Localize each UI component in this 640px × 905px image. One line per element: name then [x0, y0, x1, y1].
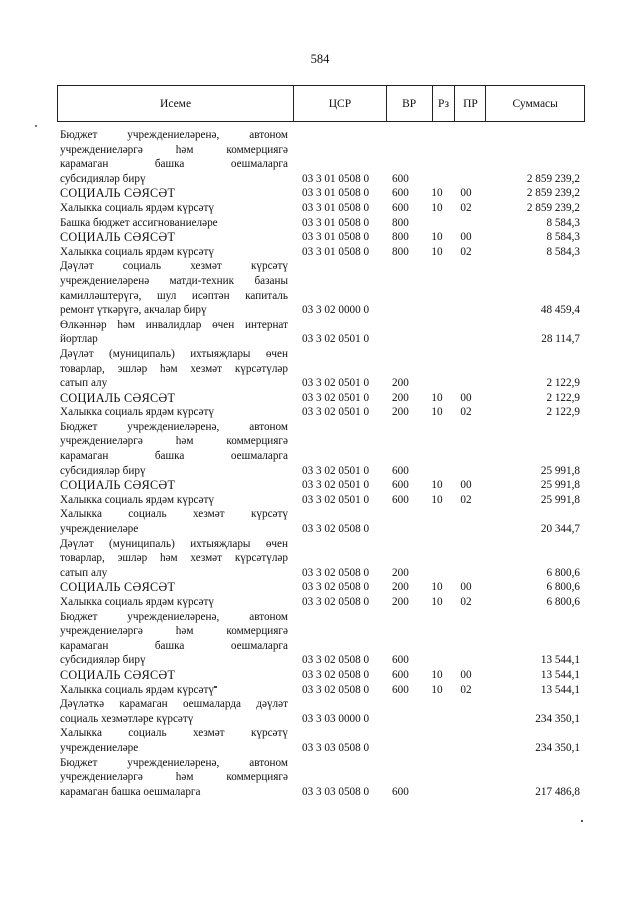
row-csr: 03 3 02 0501 0 [302, 333, 370, 346]
row-name-line: Бюджет учреждениеләренә, автоном [60, 610, 288, 623]
row-name [60, 201, 288, 216]
row-name [60, 405, 288, 420]
row-name [60, 726, 288, 755]
row-pr: 02 [460, 201, 472, 214]
row-name [60, 318, 288, 347]
row-name-line: карамаган башка оешмаларга [60, 450, 288, 463]
row-pr: 00 [460, 391, 472, 404]
row-sum: 217 486,8 [535, 785, 580, 798]
row-sum: 234 350,1 [535, 712, 580, 725]
row-vr: 200 [392, 406, 409, 419]
row-pr: 00 [460, 668, 472, 681]
row-name-line: камилләштерүгә, шул исәптән капиталь [60, 289, 288, 302]
row-pr: 00 [460, 231, 472, 244]
row-vr: 800 [392, 216, 409, 229]
table-row [60, 668, 580, 683]
row-csr: 03 3 02 0508 0 [302, 566, 370, 579]
row-csr: 03 3 01 0508 0 [302, 245, 370, 258]
table-row [60, 610, 580, 668]
row-name-line: СОЦИАЛЬ СӘЯСӘТ [60, 580, 176, 595]
row-csr: 03 3 02 0501 0 [302, 377, 370, 390]
row-sum: 234 350,1 [535, 741, 580, 754]
row-name-line: Халыкка социаль ярдәм күрсәтү [60, 596, 214, 608]
row-csr: 03 3 02 0508 0 [302, 596, 370, 608]
row-vr: 200 [392, 596, 409, 608]
row-name-line: Дәүләт социаль хезмәт күрсәтү [60, 260, 288, 273]
row-csr: 03 3 03 0508 0 [302, 785, 370, 798]
row-name [60, 259, 288, 317]
row-name-line: Бюджет учреждениеләренә, автоном [60, 129, 288, 141]
row-rz: 10 [431, 201, 443, 214]
table-row [60, 595, 580, 610]
row-sum: 2 859 239,2 [526, 201, 580, 214]
row-name [60, 391, 288, 406]
row-name [60, 186, 288, 201]
row-sum: 25 991,8 [540, 479, 580, 492]
row-vr: 200 [392, 566, 409, 579]
row-pr: 02 [460, 493, 472, 506]
row-name-line: СОЦИАЛЬ СӘЯСӘТ [60, 230, 176, 245]
row-name-line: СОЦИАЛЬ СӘЯСӘТ [60, 667, 176, 682]
row-rz: 10 [431, 245, 443, 258]
column-header-vr: ВР [387, 86, 433, 121]
row-name-line: йортлар [60, 333, 98, 346]
table-row [60, 391, 580, 406]
row-name-line: Өлкәннәр һәм инвалидлар өчен интернат [60, 318, 288, 331]
row-csr: 03 3 02 0000 0 [302, 304, 370, 317]
row-rz: 10 [431, 683, 443, 696]
row-sum: 8 584,3 [546, 231, 580, 244]
row-vr: 200 [392, 391, 409, 404]
table-row [60, 405, 580, 420]
row-name [60, 697, 288, 726]
row-name-line: учреждениеләренә матди-техник базаны [60, 274, 288, 287]
row-csr: 03 3 02 0508 0 [302, 523, 370, 536]
row-vr: 600 [392, 479, 409, 492]
row-name [60, 230, 288, 245]
row-csr: 03 3 02 0501 0 [302, 464, 370, 477]
row-name-line: карамаган башка оешмаларга [60, 785, 201, 798]
row-rz: 10 [431, 231, 443, 244]
scan-speck [35, 125, 37, 127]
row-vr: 800 [392, 245, 409, 258]
row-csr: 03 3 02 0501 0 [302, 479, 370, 492]
page-number: 584 [310, 52, 330, 66]
row-csr: 03 3 01 0508 0 [302, 172, 370, 185]
row-name-line: Халыкка социаль ярдәм күрсәтү [60, 406, 214, 419]
row-name-line: Халыкка социаль ярдәм күрсәтү [60, 493, 214, 506]
row-vr: 600 [392, 654, 409, 667]
row-name-line: карамаган башка оешмаларга [60, 158, 288, 171]
row-sum: 13 544,1 [540, 668, 580, 681]
row-vr: 600 [392, 493, 409, 506]
row-sum: 6 800,6 [546, 581, 580, 594]
row-name-line: СОЦИАЛЬ СӘЯСӘТ [60, 478, 176, 493]
column-header-csr: ЦСР [294, 86, 387, 121]
row-sum: 6 800,6 [546, 566, 580, 579]
row-pr: 00 [460, 581, 472, 594]
row-sum: 2 122,9 [546, 406, 580, 419]
row-sum: 20 344,7 [540, 523, 580, 536]
row-csr: 03 3 02 0501 0 [302, 406, 370, 419]
table-row [60, 756, 580, 800]
column-header-pr: ПР [455, 86, 486, 121]
row-rz: 10 [431, 406, 443, 419]
row-csr: 03 3 02 0508 0 [302, 683, 370, 696]
row-name-line: сатып алу [60, 377, 108, 390]
row-pr: 00 [460, 187, 472, 200]
row-vr: 600 [392, 464, 409, 477]
row-name-line: СОЦИАЛЬ СӘЯСӘТ [60, 186, 176, 201]
row-name [60, 683, 288, 698]
row-name-line: субсидияләр бирү [60, 654, 146, 667]
table-row [60, 537, 580, 581]
row-name-line: товарлар, эшләр һәм хезмәт күрсәтүләр [60, 552, 288, 565]
row-sum: 6 800,6 [546, 596, 580, 608]
row-sum: 13 544,1 [540, 654, 580, 667]
row-sum: 2 122,9 [546, 391, 580, 404]
row-csr: 03 3 01 0508 0 [302, 231, 370, 244]
row-pr: 02 [460, 683, 472, 696]
table-row [60, 478, 580, 493]
row-name-line: Дәүләт (муниципаль) ихтыяҗлары өчен [60, 347, 288, 360]
row-sum: 25 991,8 [540, 464, 580, 477]
scan-speck [214, 686, 217, 688]
row-name-line: учреждениеләре [60, 523, 139, 536]
row-sum: 2 122,9 [546, 377, 580, 390]
row-name-line: ремонт үткәрүгә, акчалар бирү [60, 304, 207, 317]
row-name-line: карамаган башка оешмаларга [60, 639, 288, 652]
row-name [60, 128, 288, 186]
row-name [60, 420, 288, 478]
row-pr: 02 [460, 406, 472, 419]
row-name-line: Халыкка социаль хезмәт күрсәтү [60, 727, 288, 740]
row-name-line: учреждениеләргә һәм коммерциягә [60, 435, 288, 448]
row-sum: 25 991,8 [540, 493, 580, 506]
table-row [60, 318, 580, 347]
table-row [60, 259, 580, 317]
row-csr: 03 3 01 0508 0 [302, 201, 370, 214]
row-vr: 200 [392, 581, 409, 594]
row-name [60, 595, 288, 610]
row-vr: 600 [392, 201, 409, 214]
row-csr: 03 3 02 0501 0 [302, 493, 370, 506]
row-name-line: социаль хезмәтләре күрсәтү [60, 712, 194, 725]
row-sum: 48 459,4 [540, 304, 580, 317]
row-vr: 600 [392, 187, 409, 200]
table-header [57, 85, 585, 122]
row-rz: 10 [431, 391, 443, 404]
row-csr: 03 3 01 0508 0 [302, 187, 370, 200]
row-name-line: субсидияләр бирү [60, 172, 146, 185]
row-name [60, 756, 288, 800]
row-csr: 03 3 02 0501 0 [302, 391, 370, 404]
row-vr: 200 [392, 377, 409, 390]
row-rz: 10 [431, 668, 443, 681]
row-csr: 03 3 02 0508 0 [302, 654, 370, 667]
row-csr: 03 3 02 0508 0 [302, 668, 370, 681]
row-pr: 00 [460, 479, 472, 492]
table-row [60, 493, 580, 508]
row-rz: 10 [431, 596, 443, 608]
column-header-rz: Рз [433, 86, 456, 121]
row-name-line: товарлар, эшләр һәм хезмәт күрсәтүләр [60, 362, 288, 375]
row-sum: 8 584,3 [546, 245, 580, 258]
table-body [60, 128, 580, 799]
row-sum: 8 584,3 [546, 216, 580, 229]
row-name [60, 580, 288, 595]
row-name-line: Башка бюджет ассигнованиеләре [60, 216, 218, 229]
row-name [60, 347, 288, 391]
row-name-line: Дәүләткә карамаган оешмаларда дәүләт [60, 698, 288, 711]
column-header-name: Исеме [58, 86, 294, 121]
table-row [60, 186, 580, 201]
row-rz: 10 [431, 581, 443, 594]
row-name [60, 478, 288, 493]
table-row [60, 128, 580, 186]
row-pr: 02 [460, 596, 472, 608]
row-name-line: Халыкка социаль ярдәм күрсәтү [60, 683, 214, 696]
table-row [60, 697, 580, 726]
row-sum: 28 114,7 [541, 333, 580, 346]
row-name-line: Бюджет учреждениеләренә, автоном [60, 756, 288, 769]
row-rz: 10 [431, 493, 443, 506]
table-row [60, 726, 580, 755]
table-row [60, 230, 580, 245]
row-sum: 13 544,1 [540, 683, 580, 696]
row-name-line: Халыкка социаль ярдәм күрсәтү [60, 201, 214, 214]
row-name-line: Бюджет учреждениеләренә, автоном [60, 420, 288, 433]
table-row [60, 201, 580, 216]
row-csr: 03 3 03 0000 0 [302, 712, 370, 725]
row-name [60, 668, 288, 683]
row-vr: 600 [392, 785, 409, 798]
row-name-line: Дәүләт (муниципаль) ихтыяҗлары өчен [60, 537, 288, 550]
scan-speck [581, 820, 583, 822]
row-vr: 600 [392, 172, 409, 185]
row-vr: 600 [392, 683, 409, 696]
row-name-line: Халыкка социаль хезмәт күрсәтү [60, 508, 288, 521]
column-header-sum: Суммасы [512, 97, 558, 110]
row-name [60, 507, 288, 536]
row-csr: 03 3 02 0508 0 [302, 581, 370, 594]
row-name [60, 537, 288, 581]
row-name [60, 610, 288, 668]
row-name-line: сатып алу [60, 566, 108, 579]
table-row [60, 216, 580, 231]
row-name [60, 216, 288, 231]
table-row [60, 683, 580, 698]
table-row [60, 420, 580, 478]
row-name-line: учреждениеләргә һәм коммерциягә [60, 771, 288, 784]
row-rz: 10 [431, 479, 443, 492]
row-name-line: учреждениеләргә һәм коммерциягә [60, 625, 288, 638]
row-vr: 600 [392, 668, 409, 681]
row-name-line: Халыкка социаль ярдәм күрсәтү [60, 245, 214, 258]
row-rz: 10 [431, 187, 443, 200]
row-csr: 03 3 03 0508 0 [302, 741, 370, 754]
row-name-line: учреждениеләре [60, 741, 139, 754]
table-row [60, 580, 580, 595]
row-name-line: учреждениеләргә һәм коммерциягә [60, 143, 288, 156]
row-name [60, 493, 288, 508]
table-row [60, 507, 580, 536]
row-name [60, 245, 288, 260]
row-csr: 03 3 01 0508 0 [302, 216, 370, 229]
row-name-line: СОЦИАЛЬ СӘЯСӘТ [60, 390, 176, 405]
row-vr: 800 [392, 231, 409, 244]
row-sum: 2 859 239,2 [526, 187, 580, 200]
table-row [60, 245, 580, 260]
table-row [60, 347, 580, 391]
row-name-line: субсидияләр бирү [60, 464, 146, 477]
row-sum: 2 859 239,2 [526, 172, 580, 185]
row-pr: 02 [460, 245, 472, 258]
